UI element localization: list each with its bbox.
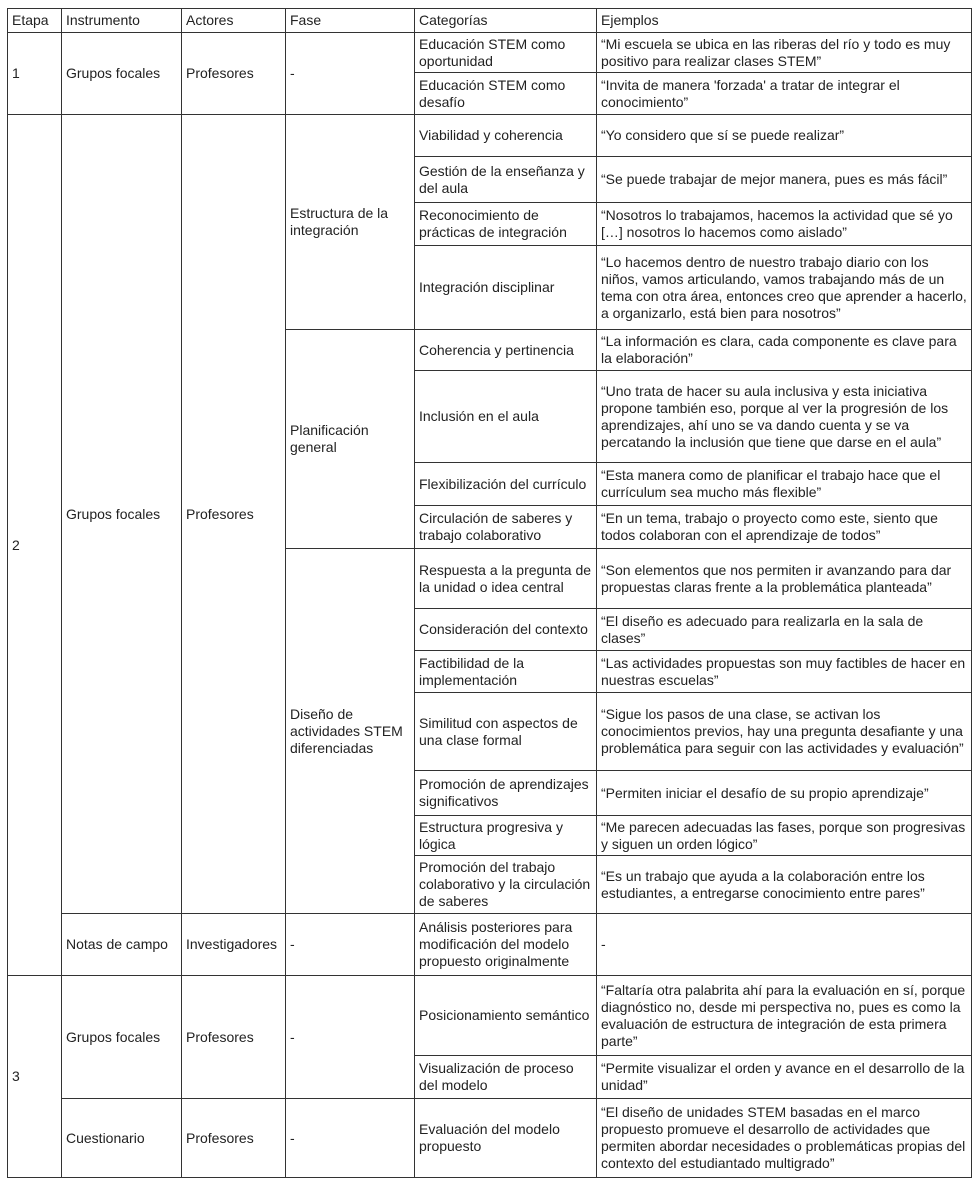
etapa-cell: 2 xyxy=(8,115,62,976)
ejemplo-cell: “Me parecen adecuadas las fases, porque son progresivas y siguen un orden lógico” xyxy=(597,816,972,856)
ejemplo-cell: “Permite visualizar el orden y avance en el desarrollo de la unidad” xyxy=(597,1056,972,1099)
categoria-cell: Evaluación del modelo propuesto xyxy=(415,1099,597,1178)
ejemplo-cell: “El diseño de unidades STEM basadas en el marco propuesto promueve el desarrollo de actividades que permiten abordar necesidades o problemáticas propias del contexto del estudiantado multigrado” xyxy=(597,1099,972,1178)
table-row xyxy=(8,914,972,976)
results-table xyxy=(7,8,972,1178)
categoria-cell: Factibilidad de la implementación xyxy=(415,651,597,693)
categoria-cell: Flexibilización del currículo xyxy=(415,463,597,506)
ejemplo-cell: - xyxy=(597,914,972,976)
ejemplo-cell: “Mi escuela se ubica en las riberas del río y todo es muy positivo para realizar clases STEM” xyxy=(597,33,972,73)
ejemplo-cell: “Nosotros lo trabajamos, hacemos la actividad que sé yo […] nosotros lo hacemos como aislado” xyxy=(597,203,972,246)
fase-cell: - xyxy=(286,33,415,115)
actores-cell: Investigadores xyxy=(182,914,286,976)
categoria-cell: Respuesta a la pregunta de la unidad o idea central xyxy=(415,549,597,609)
categoria-cell: Reconocimiento de prácticas de integración xyxy=(415,203,597,246)
categoria-cell: Posicionamiento semántico xyxy=(415,976,597,1056)
ejemplo-cell: “Permiten iniciar el desafío de su propio aprendizaje” xyxy=(597,771,972,816)
header-ejemplos: Ejemplos xyxy=(597,9,972,33)
ejemplo-cell: “Faltaría otra palabrita ahí para la evaluación en sí, porque diagnóstico no, desde mi perspectiva no, pues es como la evaluación de estructura de integración de esta primera parte” xyxy=(597,976,972,1056)
table-row xyxy=(8,115,972,157)
header-instrumento: Instrumento xyxy=(62,9,182,33)
ejemplo-cell: “En un tema, trabajo o proyecto como este, siento que todos colaboran con el aprendizaje de todos” xyxy=(597,506,972,549)
ejemplo-cell: “Yo considero que sí se puede realizar” xyxy=(597,115,972,157)
fase-cell: Diseño de actividades STEM diferenciadas xyxy=(286,549,415,914)
etapa-cell: 3 xyxy=(8,976,62,1178)
categoria-cell: Análisis posteriores para modificación del modelo propuesto originalmente xyxy=(415,914,597,976)
ejemplo-cell: “Esta manera como de planificar el trabajo hace que el currículum sea mucho más flexible” xyxy=(597,463,972,506)
ejemplo-cell: “Es un trabajo que ayuda a la colaboración entre los estudiantes, a entregarse conocimiento entre pares” xyxy=(597,856,972,914)
ejemplo-cell: “Se puede trabajar de mejor manera, pues es más fácil” xyxy=(597,157,972,203)
categoria-cell: Consideración del contexto xyxy=(415,609,597,651)
instrumento-cell: Grupos focales xyxy=(62,976,182,1099)
ejemplo-cell: “Sigue los pasos de una clase, se activan los conocimientos previos, hay una pregunta desafiante y una problemática para seguir con las actividades y evaluación” xyxy=(597,693,972,771)
actores-cell: Profesores xyxy=(182,33,286,115)
fase-cell: - xyxy=(286,976,415,1099)
ejemplo-cell: “Uno trata de hacer su aula inclusiva y esta iniciativa propone también eso, porque al ver la progresión de los aprendizajes, ahí uno se va dando cuenta y se va percatando la inclusión que tiene que darse en el aula” xyxy=(597,371,972,463)
header-categorias: Categorías xyxy=(415,9,597,33)
categoria-cell: Similitud con aspectos de una clase formal xyxy=(415,693,597,771)
categoria-cell: Gestión de la enseñanza y del aula xyxy=(415,157,597,203)
ejemplo-cell: “Son elementos que nos permiten ir avanzando para dar propuestas claras frente a la problemática planteada” xyxy=(597,549,972,609)
header-actores: Actores xyxy=(182,9,286,33)
fase-cell: - xyxy=(286,914,415,976)
instrumento-cell: Notas de campo xyxy=(62,914,182,976)
instrumento-cell: Cuestionario xyxy=(62,1099,182,1178)
ejemplo-cell: “El diseño es adecuado para realizarla en la sala de clases” xyxy=(597,609,972,651)
categoria-cell: Integración disciplinar xyxy=(415,246,597,330)
categoria-cell: Promoción del trabajo colaborativo y la circulación de saberes xyxy=(415,856,597,914)
fase-cell: Estructura de la integración xyxy=(286,115,415,330)
actores-cell: Profesores xyxy=(182,1099,286,1178)
instrumento-cell: Grupos focales xyxy=(62,115,182,914)
instrumento-cell: Grupos focales xyxy=(62,33,182,115)
categoria-cell: Circulación de saberes y trabajo colaborativo xyxy=(415,506,597,549)
table-row xyxy=(8,1099,972,1178)
header-fase: Fase xyxy=(286,9,415,33)
categoria-cell: Viabilidad y coherencia xyxy=(415,115,597,157)
fase-cell: Planificación general xyxy=(286,330,415,549)
table-row xyxy=(8,976,972,1056)
actores-cell: Profesores xyxy=(182,976,286,1099)
etapa-cell: 1 xyxy=(8,33,62,115)
fase-cell: - xyxy=(286,1099,415,1178)
categoria-cell: Inclusión en el aula xyxy=(415,371,597,463)
categoria-cell: Promoción de aprendizajes significativos xyxy=(415,771,597,816)
categoria-cell: Educación STEM como oportunidad xyxy=(415,33,597,73)
actores-cell: Profesores xyxy=(182,115,286,914)
categoria-cell: Estructura progresiva y lógica xyxy=(415,816,597,856)
ejemplo-cell: “Las actividades propuestas son muy factibles de hacer en nuestras escuelas” xyxy=(597,651,972,693)
categoria-cell: Educación STEM como desafío xyxy=(415,73,597,115)
header-etapa: Etapa xyxy=(8,9,62,33)
categoria-cell: Coherencia y pertinencia xyxy=(415,330,597,371)
ejemplo-cell: “Lo hacemos dentro de nuestro trabajo diario con los niños, vamos articulando, vamos trabajando más de un tema con otra área, entonces creo que aprender a hacerlo, a organizarlo, está bien para nosotros” xyxy=(597,246,972,330)
table-row xyxy=(8,33,972,73)
ejemplo-cell: “Invita de manera 'forzada' a tratar de integrar el conocimiento” xyxy=(597,73,972,115)
header-row xyxy=(8,9,972,33)
categoria-cell: Visualización de proceso del modelo xyxy=(415,1056,597,1099)
ejemplo-cell: “La información es clara, cada componente es clave para la elaboración” xyxy=(597,330,972,371)
